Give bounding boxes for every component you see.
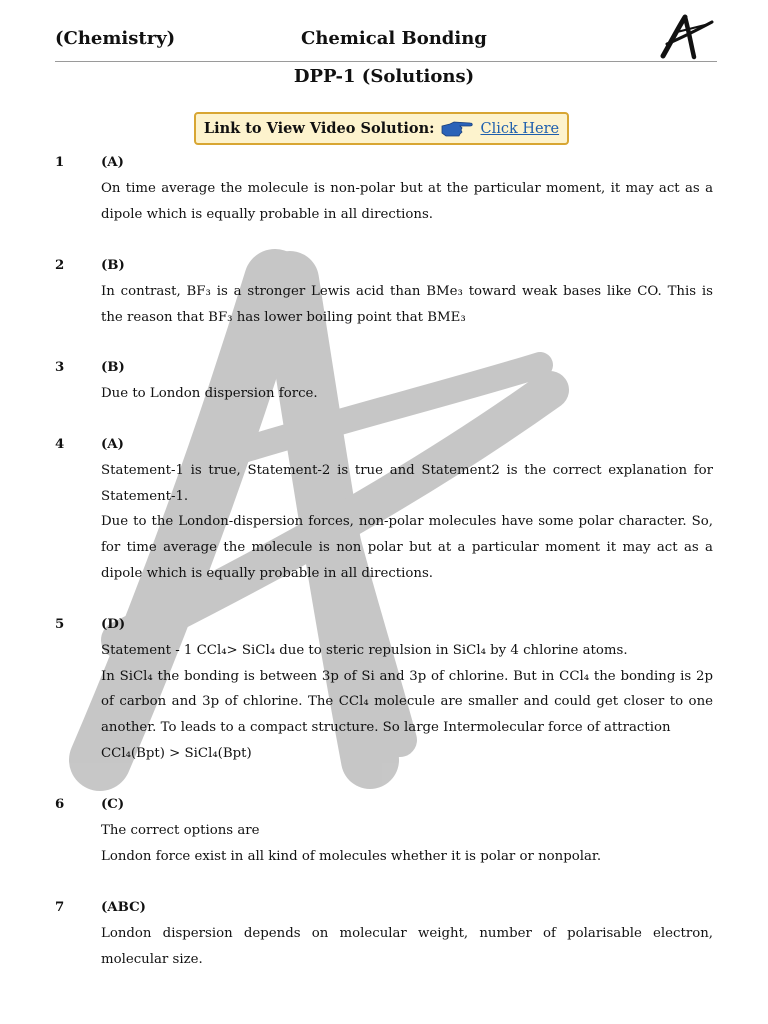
solution-line: CCl₄(Bpt) > SiCl₄(Bpt) — [101, 745, 252, 761]
question-number: 6 — [55, 797, 65, 812]
answer-label: (B) — [101, 360, 125, 375]
solution-text — [101, 638, 713, 767]
solution-line: London force exist in all kind of molecules whether it is polar or nonpolar. — [101, 848, 602, 864]
page-title: DPP-1 (Solutions) — [293, 66, 475, 87]
question-number: 4 — [55, 437, 65, 452]
question-number: 3 — [55, 360, 65, 375]
solution-line: Due to London dispersion force. — [101, 386, 318, 401]
answer-label: (C) — [101, 797, 125, 812]
solution-line: Due to the London-dispersion forces, non-polar molecules have some polar character. So, for time average the molecule is non polar but at a particular moment it may act as a dipole which is equally probable in all directions. — [101, 514, 713, 581]
question-number: 5 — [55, 617, 65, 632]
solution-line: Statement-1 is true, Statement-2 is true and Statement2 is the correct explanation for Statement-1. — [101, 463, 713, 504]
solution-line: London dispersion depends on molecular weight, number of polarisable electron, molecular size. — [101, 926, 713, 967]
answer-label: (ABC) — [101, 900, 146, 915]
solution-text — [101, 381, 713, 407]
subject-label: (Chemistry) — [55, 28, 176, 49]
solution-line: In contrast, BF₃ is a stronger Lewis acid than BMe₃ toward weak bases like CO. This is the reason that BF₃ has lower boiling point that BME₃ — [101, 284, 713, 325]
answer-label: (A) — [101, 437, 124, 452]
question-number: 1 — [55, 155, 65, 170]
brand-logo-icon — [657, 14, 715, 60]
pointing-hand-icon — [440, 120, 474, 138]
question-number: 7 — [55, 900, 65, 915]
solution-line: The correct options are — [101, 823, 260, 838]
answer-label: (B) — [101, 258, 125, 273]
solution-text — [101, 176, 713, 227]
video-solution-banner — [194, 112, 569, 145]
answer-label: (A) — [101, 155, 124, 170]
solution-text — [101, 279, 713, 330]
question-number: 2 — [55, 258, 65, 273]
video-solution-label: Link to View Video Solution: — [203, 120, 435, 137]
solution-text — [101, 458, 713, 587]
solution-text — [101, 818, 713, 869]
page-header — [55, 28, 717, 62]
click-here-link[interactable]: Click Here — [480, 120, 560, 137]
solution-line: On time average the molecule is non-polar but at the particular moment, it may act as a dipole which is equally probable in all directions. — [101, 181, 713, 222]
topic-label: Chemical Bonding — [301, 28, 487, 49]
answer-label: (D) — [101, 617, 126, 632]
header-divider — [55, 61, 717, 62]
solution-text — [101, 921, 713, 972]
solution-line: In SiCl₄ the bonding is between 3p of Si and 3p of chlorine. But in CCl₄ the bonding is 2p of carbon and 3p of chlorine. The CCl₄ molecule are smaller and could get closer to one another. To leads to a compact structure. So large Intermolecular force of attraction — [101, 668, 713, 736]
solution-line: Statement - 1 CCl₄> SiCl₄ due to steric repulsion in SiCl₄ by 4 chlorine atoms. — [101, 643, 628, 658]
